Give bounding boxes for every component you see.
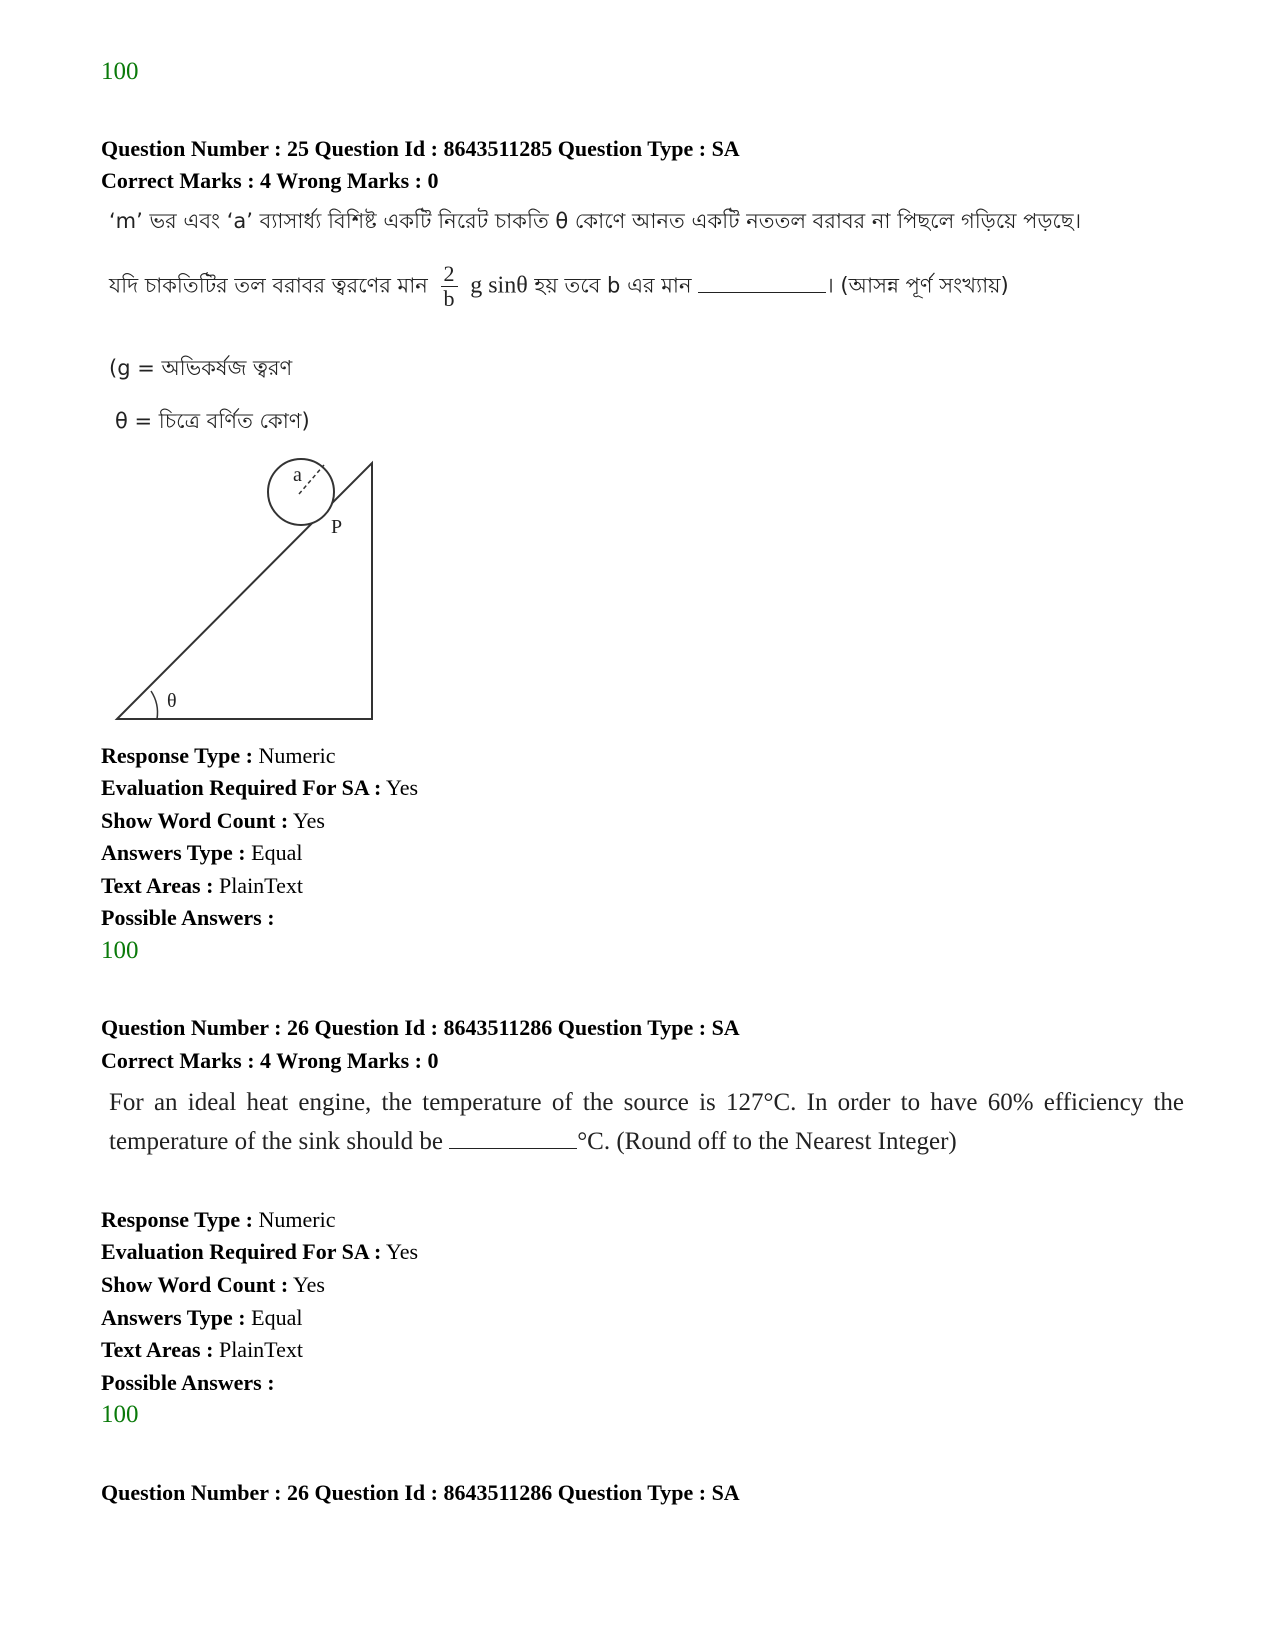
meta-label: Possible Answers :	[101, 905, 275, 930]
possible-answer-value: 100	[101, 1401, 139, 1428]
note-line-1: (g = অভিকর্ষজ ত্বরণ	[109, 356, 293, 380]
label-theta: θ	[167, 690, 177, 712]
meta-value: Yes	[292, 1272, 325, 1297]
meta-label: Possible Answers :	[101, 1370, 275, 1395]
question-text-segment: For an ideal heat engine, the temperature of the source is 127°C. In order to have 60% efficiency the temperature of the sink should be	[109, 1089, 1184, 1155]
meta-response-type	[101, 739, 335, 773]
question-text	[109, 1083, 1184, 1161]
question-text-segment: । (আসন্ন পূর্ণ সংখ্যায়)	[826, 273, 1009, 298]
meta-value: Equal	[251, 840, 303, 865]
meta-label: Response Type :	[101, 743, 253, 768]
answer-blank	[698, 276, 826, 293]
angle-arc	[151, 691, 157, 719]
question-marks: Correct Marks : 4 Wrong Marks : 0	[101, 1048, 439, 1073]
meta-value: PlainText	[218, 873, 303, 898]
question-text-segment: যদি চাকতিটির তল বরাবর ত্বরণের মান	[109, 273, 428, 298]
label-p: P	[331, 516, 343, 538]
meta-value: Yes	[386, 1239, 419, 1264]
meta-label: Response Type :	[101, 1207, 253, 1232]
question-text-segment: °C. (Round off to the Nearest Integer)	[577, 1128, 957, 1155]
question-marks: Correct Marks : 4 Wrong Marks : 0	[101, 168, 439, 193]
meta-label: Answers Type :	[101, 1305, 246, 1330]
meta-possible-answers	[101, 901, 275, 935]
fraction	[441, 262, 458, 311]
meta-evaluation-required	[101, 771, 418, 805]
meta-value: Yes	[386, 775, 419, 800]
meta-evaluation-required	[101, 1235, 418, 1269]
meta-show-word-count	[101, 1268, 325, 1302]
question-text-segment: হয় তবে b এর মান	[534, 273, 692, 298]
meta-label: Answers Type :	[101, 840, 246, 865]
meta-response-type	[101, 1203, 335, 1237]
incline-figure	[111, 455, 381, 727]
label-a: a	[293, 464, 302, 486]
meta-value: Yes	[292, 808, 325, 833]
possible-answer-value: 100	[101, 937, 139, 964]
incline-triangle	[117, 463, 372, 719]
meta-value: Numeric	[258, 743, 336, 768]
meta-label: Evaluation Required For SA :	[101, 1239, 382, 1264]
possible-answer-value: 100	[101, 58, 139, 85]
note-line-2: θ = চিত্রে বর্ণিত কোণ)	[115, 409, 310, 433]
fraction-denominator: b	[443, 286, 455, 311]
meta-value: Equal	[251, 1305, 303, 1330]
meta-show-word-count	[101, 804, 325, 838]
answer-blank	[449, 1130, 577, 1149]
meta-label: Text Areas :	[101, 873, 214, 898]
question-header: Question Number : 26 Question Id : 8643511286 Question Type : SA	[101, 1015, 740, 1040]
question-header: Question Number : 25 Question Id : 8643511285 Question Type : SA	[101, 136, 740, 161]
meta-text-areas	[101, 1333, 303, 1367]
meta-value: Numeric	[258, 1207, 336, 1232]
meta-label: Text Areas :	[101, 1337, 214, 1362]
meta-value: PlainText	[218, 1337, 303, 1362]
meta-possible-answers	[101, 1366, 275, 1400]
meta-label: Evaluation Required For SA :	[101, 775, 382, 800]
fraction-numerator: 2	[441, 262, 458, 287]
expression: g sinθ	[470, 272, 528, 299]
meta-label: Show Word Count :	[101, 808, 289, 833]
question-text-line-1: ‘m’ ভর এবং ‘a’ ব্যাসার্ধ্য বিশিষ্ট একটি নিরেট চাকতি θ কোণে আনত একটি নততল বরাবর না পিছলে গড়িয়ে পড়ছে।	[109, 209, 1082, 233]
meta-label: Show Word Count :	[101, 1272, 289, 1297]
question-text-line-2	[109, 262, 1009, 311]
meta-answers-type	[101, 1301, 302, 1335]
question-header: Question Number : 26 Question Id : 8643511286 Question Type : SA	[101, 1480, 740, 1505]
meta-answers-type	[101, 836, 302, 870]
meta-text-areas	[101, 869, 303, 903]
